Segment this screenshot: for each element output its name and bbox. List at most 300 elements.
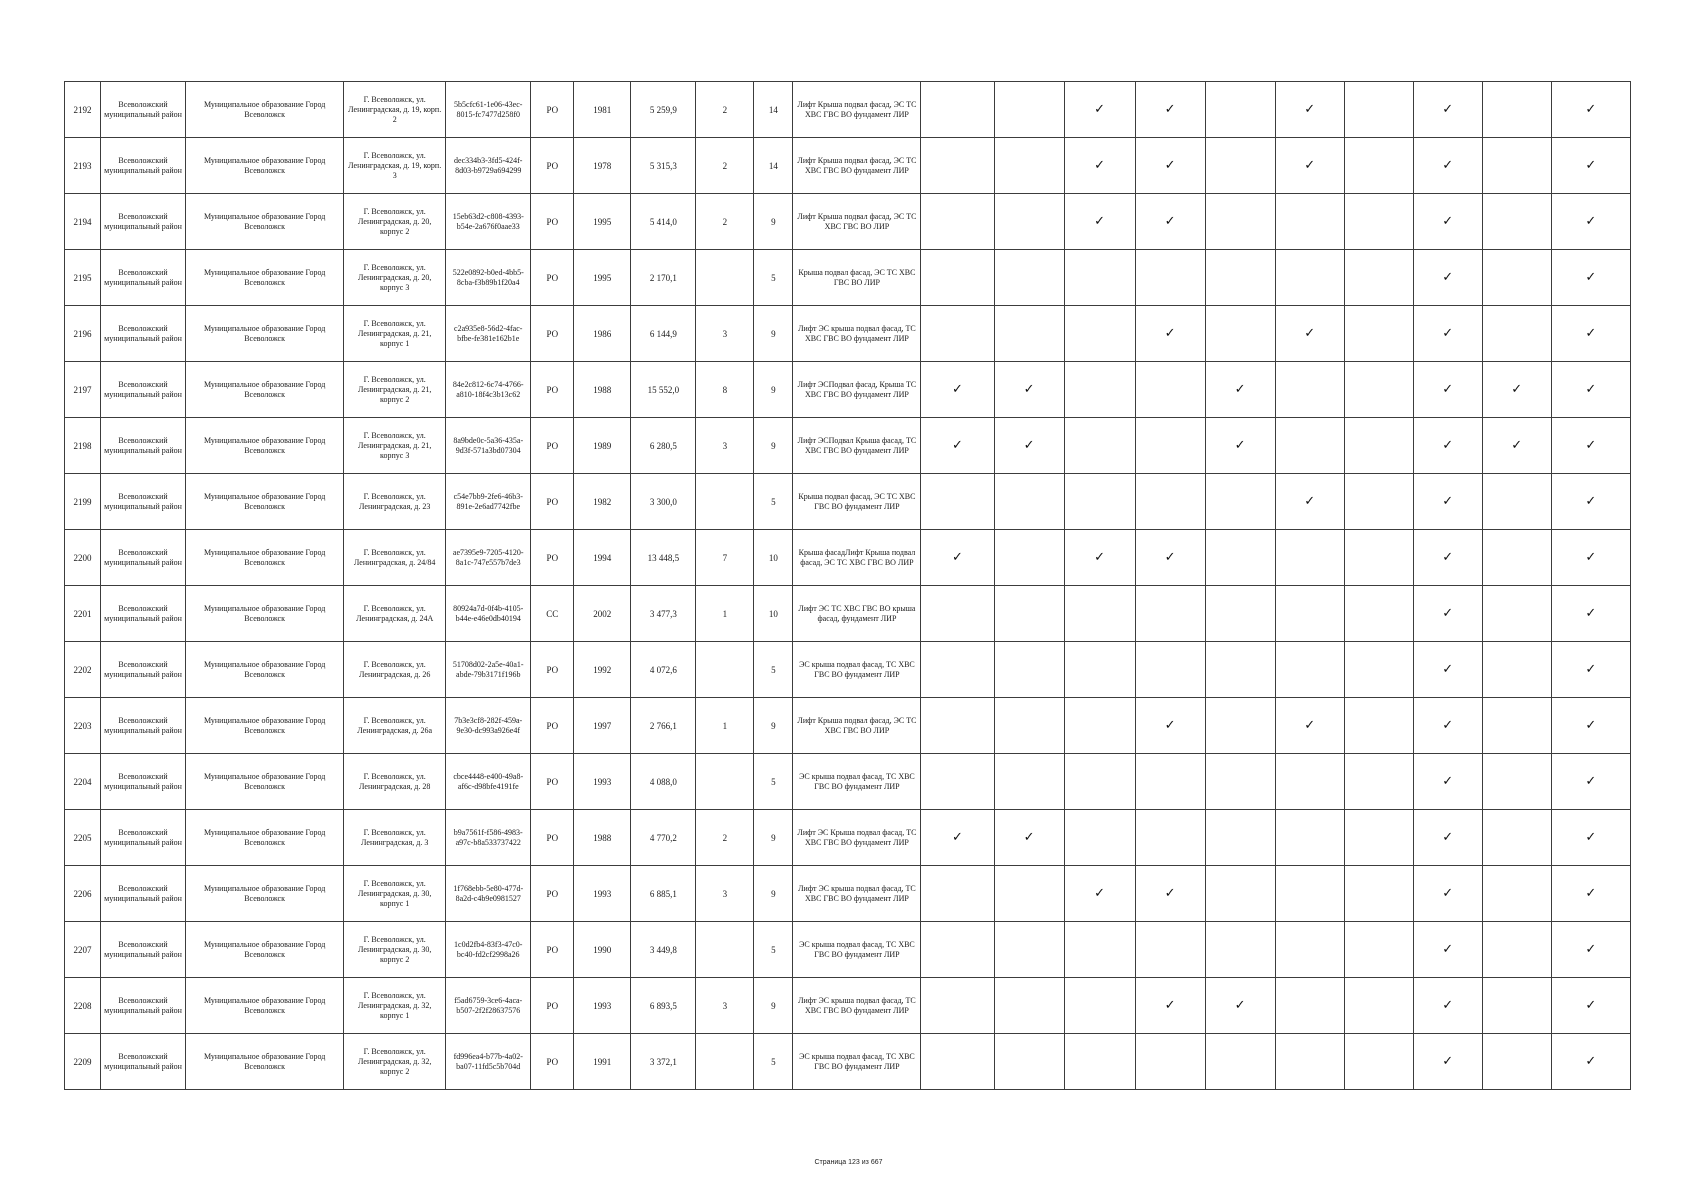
check-mark-icon: ✓ — [1164, 717, 1176, 733]
work-flag-cell — [1344, 810, 1413, 866]
work-flag-cell — [1205, 922, 1275, 978]
work-flag-cell — [1064, 866, 1135, 922]
address-cell: Г. Всеволожск, ул. Ленинградская, д. 28 — [344, 754, 446, 810]
work-flag-cell — [1135, 418, 1205, 474]
work-flag-cell — [1551, 138, 1630, 194]
work-flag-cell — [1064, 362, 1135, 418]
works-cell: ЭС крыша подвал фасад, ТС ХВС ГВС ВО фундамент ЛИР — [793, 642, 921, 698]
check-mark-icon: ✓ — [1442, 157, 1454, 173]
district-cell: Всеволожский муниципальный район — [101, 978, 186, 1034]
work-flag-cell — [1551, 866, 1630, 922]
work-flag-cell — [921, 754, 994, 810]
work-flag-cell — [921, 530, 994, 586]
check-mark-icon: ✓ — [1234, 381, 1246, 397]
floors-cell: 5 — [754, 922, 793, 978]
table-row — [65, 978, 1631, 1034]
work-flag-cell — [1344, 250, 1413, 306]
work-flag-cell — [1064, 698, 1135, 754]
floors-cell: 14 — [754, 82, 793, 138]
count-cell: 1 — [696, 698, 754, 754]
address-cell: Г. Всеволожск, ул. Ленинградская, д. 19, корп. 2 — [344, 82, 446, 138]
work-flag-cell — [1413, 82, 1482, 138]
address-cell: Г. Всеволожск, ул. Ленинградская, д. 21, корпус 1 — [344, 306, 446, 362]
district-cell: Всеволожский муниципальный район — [101, 586, 186, 642]
area-cell: 6 144,9 — [631, 306, 696, 362]
municipality-cell: Муниципальное образование Город Всеволожск — [186, 82, 344, 138]
municipality-cell: Муниципальное образование Город Всеволожск — [186, 138, 344, 194]
work-flag-cell — [1275, 922, 1344, 978]
municipality-cell: Муниципальное образование Город Всеволожск — [186, 922, 344, 978]
works-cell: ЭС крыша подвал фасад, ТС ХВС ГВС ВО фундамент ЛИР — [793, 1034, 921, 1090]
work-flag-cell — [1064, 586, 1135, 642]
ownership-cell: РО — [531, 418, 574, 474]
work-flag-cell — [1275, 474, 1344, 530]
works-cell: Лифт ЭСПодвал Крыша фасад, ТС ХВС ГВС ВО фундамент ЛИР — [793, 418, 921, 474]
address-cell: Г. Всеволожск, ул. Ленинградская, д. 20, корпус 2 — [344, 194, 446, 250]
work-flag-cell — [1413, 586, 1482, 642]
work-flag-cell — [1275, 530, 1344, 586]
check-mark-icon: ✓ — [1585, 101, 1597, 117]
area-cell: 5 259,9 — [631, 82, 696, 138]
work-flag-cell — [994, 194, 1064, 250]
work-flag-cell — [1344, 586, 1413, 642]
work-flag-cell — [921, 810, 994, 866]
work-flag-cell — [1205, 194, 1275, 250]
work-flag-cell — [1551, 82, 1630, 138]
ownership-cell: СС — [531, 586, 574, 642]
work-flag-cell — [1205, 530, 1275, 586]
ownership-cell: РО — [531, 82, 574, 138]
work-flag-cell — [1135, 698, 1205, 754]
district-cell: Всеволожский муниципальный район — [101, 810, 186, 866]
row-number-cell: 2207 — [65, 922, 101, 978]
fias-code-cell: 15eb63d2-c808-4393-b54e-2a676f0aae33 — [446, 194, 531, 250]
count-cell — [696, 922, 754, 978]
work-flag-cell — [1551, 810, 1630, 866]
year-cell: 1995 — [574, 194, 631, 250]
check-mark-icon: ✓ — [1442, 941, 1454, 957]
ownership-cell: РО — [531, 754, 574, 810]
floors-cell: 5 — [754, 474, 793, 530]
district-cell: Всеволожский муниципальный район — [101, 642, 186, 698]
work-flag-cell — [1413, 866, 1482, 922]
work-flag-cell — [1482, 82, 1551, 138]
work-flag-cell — [1064, 810, 1135, 866]
check-mark-icon: ✓ — [1585, 493, 1597, 509]
work-flag-cell — [1205, 978, 1275, 1034]
area-cell: 15 552,0 — [631, 362, 696, 418]
check-mark-icon: ✓ — [1442, 549, 1454, 565]
count-cell: 3 — [696, 866, 754, 922]
municipality-cell: Муниципальное образование Город Всеволожск — [186, 418, 344, 474]
floors-cell: 9 — [754, 698, 793, 754]
floors-cell: 10 — [754, 586, 793, 642]
work-flag-cell — [1413, 306, 1482, 362]
table-row — [65, 138, 1631, 194]
area-cell: 3 372,1 — [631, 1034, 696, 1090]
area-cell: 5 315,3 — [631, 138, 696, 194]
work-flag-cell — [1344, 306, 1413, 362]
work-flag-cell — [1205, 306, 1275, 362]
check-mark-icon: ✓ — [1023, 381, 1035, 397]
row-number-cell: 2202 — [65, 642, 101, 698]
count-cell: 2 — [696, 194, 754, 250]
work-flag-cell — [1482, 1034, 1551, 1090]
count-cell — [696, 250, 754, 306]
address-cell: Г. Всеволожск, ул. Ленинградская, д. 26а — [344, 698, 446, 754]
work-flag-cell — [1064, 922, 1135, 978]
check-mark-icon: ✓ — [1585, 941, 1597, 957]
work-flag-cell — [1275, 82, 1344, 138]
check-mark-icon: ✓ — [1094, 101, 1105, 117]
check-mark-icon: ✓ — [1442, 885, 1454, 901]
work-flag-cell — [1135, 642, 1205, 698]
work-flag-cell — [1482, 754, 1551, 810]
area-cell: 13 448,5 — [631, 530, 696, 586]
district-cell: Всеволожский муниципальный район — [101, 474, 186, 530]
year-cell: 2002 — [574, 586, 631, 642]
work-flag-cell — [1064, 1034, 1135, 1090]
check-mark-icon: ✓ — [1585, 269, 1597, 285]
address-cell: Г. Всеволожск, ул. Ленинградская, д. 19, корп. 3 — [344, 138, 446, 194]
district-cell: Всеволожский муниципальный район — [101, 922, 186, 978]
table-row — [65, 362, 1631, 418]
district-cell: Всеволожский муниципальный район — [101, 362, 186, 418]
row-number-cell: 2200 — [65, 530, 101, 586]
work-flag-cell — [1413, 530, 1482, 586]
check-mark-icon: ✓ — [1442, 381, 1454, 397]
work-flag-cell — [921, 698, 994, 754]
municipality-cell: Муниципальное образование Город Всеволожск — [186, 698, 344, 754]
floors-cell: 9 — [754, 866, 793, 922]
page-footer: Страница 123 из 667 — [814, 1159, 883, 1166]
works-cell: Лифт ЭС крыша подвал фасад, ТС ХВС ГВС ВО фундамент ЛИР — [793, 306, 921, 362]
count-cell: 8 — [696, 362, 754, 418]
year-cell: 1986 — [574, 306, 631, 362]
year-cell: 1993 — [574, 754, 631, 810]
check-mark-icon: ✓ — [1164, 157, 1176, 173]
count-cell: 3 — [696, 306, 754, 362]
ownership-cell: РО — [531, 978, 574, 1034]
year-cell: 1988 — [574, 810, 631, 866]
floors-cell: 9 — [754, 194, 793, 250]
work-flag-cell — [1064, 754, 1135, 810]
check-mark-icon: ✓ — [1164, 885, 1176, 901]
table-row — [65, 194, 1631, 250]
floors-cell: 14 — [754, 138, 793, 194]
municipality-cell: Муниципальное образование Город Всеволожск — [186, 306, 344, 362]
work-flag-cell — [1344, 362, 1413, 418]
area-cell: 3 300,0 — [631, 474, 696, 530]
work-flag-cell — [1551, 642, 1630, 698]
work-flag-cell — [1275, 698, 1344, 754]
work-flag-cell — [921, 978, 994, 1034]
area-cell: 5 414,0 — [631, 194, 696, 250]
check-mark-icon: ✓ — [952, 549, 963, 565]
work-flag-cell — [1205, 250, 1275, 306]
table-row — [65, 642, 1631, 698]
row-number-cell: 2194 — [65, 194, 101, 250]
fias-code-cell: fd996ea4-b77b-4a02-ba07-11fd5c5b704d — [446, 1034, 531, 1090]
work-flag-cell — [1135, 250, 1205, 306]
check-mark-icon: ✓ — [1094, 157, 1105, 173]
work-flag-cell — [994, 474, 1064, 530]
work-flag-cell — [1344, 82, 1413, 138]
floors-cell: 5 — [754, 754, 793, 810]
fias-code-cell: 51708d02-2a5e-40a1-abde-79b3171f196b — [446, 642, 531, 698]
work-flag-cell — [1275, 306, 1344, 362]
check-mark-icon: ✓ — [1442, 493, 1454, 509]
works-cell: ЭС крыша подвал фасад, ТС ХВС ГВС ВО фундамент ЛИР — [793, 922, 921, 978]
district-cell: Всеволожский муниципальный район — [101, 1034, 186, 1090]
work-flag-cell — [1482, 250, 1551, 306]
works-cell: Лифт ЭС крыша подвал фасад, ТС ХВС ГВС ВО фундамент ЛИР — [793, 866, 921, 922]
year-cell: 1988 — [574, 362, 631, 418]
ownership-cell: РО — [531, 530, 574, 586]
row-number-cell: 2208 — [65, 978, 101, 1034]
work-flag-cell — [1344, 418, 1413, 474]
work-flag-cell — [1551, 306, 1630, 362]
address-cell: Г. Всеволожск, ул. Ленинградская, д. 32, корпус 1 — [344, 978, 446, 1034]
table-row — [65, 530, 1631, 586]
works-cell: ЭС крыша подвал фасад, ТС ХВС ГВС ВО фундамент ЛИР — [793, 754, 921, 810]
work-flag-cell — [1413, 1034, 1482, 1090]
check-mark-icon: ✓ — [1234, 997, 1246, 1013]
work-flag-cell — [1482, 306, 1551, 362]
year-cell: 1995 — [574, 250, 631, 306]
count-cell — [696, 642, 754, 698]
work-flag-cell — [1551, 530, 1630, 586]
check-mark-icon: ✓ — [952, 829, 963, 845]
district-cell: Всеволожский муниципальный район — [101, 698, 186, 754]
year-cell: 1997 — [574, 698, 631, 754]
row-number-cell: 2192 — [65, 82, 101, 138]
check-mark-icon: ✓ — [1585, 157, 1597, 173]
check-mark-icon: ✓ — [1094, 549, 1105, 565]
count-cell — [696, 474, 754, 530]
fias-code-cell: b9a7561f-f586-4983-a97c-b8a533737422 — [446, 810, 531, 866]
work-flag-cell — [1275, 866, 1344, 922]
ownership-cell: РО — [531, 306, 574, 362]
work-flag-cell — [1413, 754, 1482, 810]
table-body — [65, 82, 1631, 1090]
check-mark-icon: ✓ — [1585, 1053, 1597, 1069]
work-flag-cell — [1205, 810, 1275, 866]
year-cell: 1989 — [574, 418, 631, 474]
work-flag-cell — [1135, 922, 1205, 978]
work-flag-cell — [1205, 642, 1275, 698]
work-flag-cell — [1551, 978, 1630, 1034]
ownership-cell: РО — [531, 138, 574, 194]
year-cell: 1994 — [574, 530, 631, 586]
work-flag-cell — [1275, 642, 1344, 698]
work-flag-cell — [1205, 138, 1275, 194]
check-mark-icon: ✓ — [1304, 157, 1316, 173]
district-cell: Всеволожский муниципальный район — [101, 194, 186, 250]
work-flag-cell — [1482, 866, 1551, 922]
work-flag-cell — [994, 978, 1064, 1034]
work-flag-cell — [1064, 82, 1135, 138]
floors-cell: 9 — [754, 978, 793, 1034]
area-cell: 2 170,1 — [631, 250, 696, 306]
check-mark-icon: ✓ — [1442, 325, 1454, 341]
table-row — [65, 698, 1631, 754]
ownership-cell: РО — [531, 474, 574, 530]
work-flag-cell — [1064, 978, 1135, 1034]
check-mark-icon: ✓ — [1585, 997, 1597, 1013]
work-flag-cell — [994, 586, 1064, 642]
area-cell: 3 477,3 — [631, 586, 696, 642]
work-flag-cell — [1135, 978, 1205, 1034]
year-cell: 1981 — [574, 82, 631, 138]
area-cell: 2 766,1 — [631, 698, 696, 754]
work-flag-cell — [1064, 418, 1135, 474]
ownership-cell: РО — [531, 866, 574, 922]
municipality-cell: Муниципальное образование Город Всеволожск — [186, 586, 344, 642]
work-flag-cell — [1413, 642, 1482, 698]
work-flag-cell — [1551, 250, 1630, 306]
row-number-cell: 2197 — [65, 362, 101, 418]
ownership-cell: РО — [531, 194, 574, 250]
work-flag-cell — [994, 642, 1064, 698]
fias-code-cell: 522e0892-b0ed-4bb5-8cba-f3b89b1f20a4 — [446, 250, 531, 306]
work-flag-cell — [1135, 810, 1205, 866]
table-row — [65, 474, 1631, 530]
work-flag-cell — [1482, 418, 1551, 474]
municipality-cell: Муниципальное образование Город Всеволожск — [186, 810, 344, 866]
work-flag-cell — [1482, 474, 1551, 530]
work-flag-cell — [1482, 138, 1551, 194]
ownership-cell: РО — [531, 698, 574, 754]
work-flag-cell — [1551, 698, 1630, 754]
works-cell: Лифт ЭС крыша подвал фасад, ТС ХВС ГВС ВО фундамент ЛИР — [793, 978, 921, 1034]
address-cell: Г. Всеволожск, ул. Ленинградская, д. 24/84 — [344, 530, 446, 586]
fias-code-cell: c54e7bb9-2fe6-46b3-891e-2e6ad7742fbe — [446, 474, 531, 530]
table-row — [65, 306, 1631, 362]
work-flag-cell — [1413, 978, 1482, 1034]
work-flag-cell — [1135, 306, 1205, 362]
work-flag-cell — [1413, 810, 1482, 866]
check-mark-icon: ✓ — [1585, 717, 1597, 733]
work-flag-cell — [1344, 474, 1413, 530]
work-flag-cell — [921, 194, 994, 250]
work-flag-cell — [921, 362, 994, 418]
row-number-cell: 2203 — [65, 698, 101, 754]
work-flag-cell — [1344, 978, 1413, 1034]
work-flag-cell — [1551, 754, 1630, 810]
table-row — [65, 1034, 1631, 1090]
fias-code-cell: 1f768ebb-5e80-477d-8a2d-c4b9e0981527 — [446, 866, 531, 922]
work-flag-cell — [994, 306, 1064, 362]
year-cell: 1992 — [574, 642, 631, 698]
table-row — [65, 810, 1631, 866]
address-cell: Г. Всеволожск, ул. Ленинградская, д. 32, корпус 2 — [344, 1034, 446, 1090]
count-cell: 7 — [696, 530, 754, 586]
work-flag-cell — [1482, 642, 1551, 698]
work-flag-cell — [1344, 642, 1413, 698]
work-flag-cell — [1482, 362, 1551, 418]
work-flag-cell — [994, 698, 1064, 754]
table-row — [65, 754, 1631, 810]
work-flag-cell — [1482, 698, 1551, 754]
work-flag-cell — [1205, 1034, 1275, 1090]
check-mark-icon: ✓ — [1585, 661, 1597, 677]
work-flag-cell — [921, 474, 994, 530]
year-cell: 1993 — [574, 978, 631, 1034]
count-cell: 2 — [696, 138, 754, 194]
work-flag-cell — [1482, 922, 1551, 978]
work-flag-cell — [1551, 474, 1630, 530]
municipality-cell: Муниципальное образование Город Всеволожск — [186, 362, 344, 418]
check-mark-icon: ✓ — [1164, 549, 1176, 565]
municipality-cell: Муниципальное образование Город Всеволожск — [186, 754, 344, 810]
municipality-cell: Муниципальное образование Город Всеволожск — [186, 194, 344, 250]
check-mark-icon: ✓ — [1442, 605, 1454, 621]
area-cell: 6 893,5 — [631, 978, 696, 1034]
fias-code-cell: 5b5cfc61-1e06-43ec-8015-fc7477d258f0 — [446, 82, 531, 138]
check-mark-icon: ✓ — [1442, 717, 1454, 733]
row-number-cell: 2193 — [65, 138, 101, 194]
check-mark-icon: ✓ — [1304, 101, 1316, 117]
fias-code-cell: 7b3e3cf8-282f-459a-9e30-dc993a926e4f — [446, 698, 531, 754]
check-mark-icon: ✓ — [1234, 437, 1246, 453]
work-flag-cell — [1275, 362, 1344, 418]
work-flag-cell — [1135, 530, 1205, 586]
check-mark-icon: ✓ — [952, 381, 963, 397]
work-flag-cell — [994, 418, 1064, 474]
check-mark-icon: ✓ — [1585, 325, 1597, 341]
table-row — [65, 922, 1631, 978]
check-mark-icon: ✓ — [1585, 605, 1597, 621]
municipality-cell: Муниципальное образование Город Всеволожск — [186, 474, 344, 530]
count-cell: 3 — [696, 418, 754, 474]
check-mark-icon: ✓ — [1442, 773, 1454, 789]
work-flag-cell — [1064, 138, 1135, 194]
work-flag-cell — [1413, 418, 1482, 474]
works-cell: Лифт ЭС Крыша подвал фасад, ТС ХВС ГВС ВО фундамент ЛИР — [793, 810, 921, 866]
works-cell: Крыша фасадЛифт Крыша подвал фасад, ЭС ТС ХВС ГВС ВО ЛИР — [793, 530, 921, 586]
district-cell: Всеволожский муниципальный район — [101, 866, 186, 922]
works-cell: Лифт Крыша подвал фасад, ЭС ТС ХВС ГВС ВО ЛИР — [793, 698, 921, 754]
fias-code-cell: c2a935e8-56d2-4fac-bfbe-fe381e162b1e — [446, 306, 531, 362]
work-flag-cell — [1275, 250, 1344, 306]
count-cell — [696, 754, 754, 810]
municipality-cell: Муниципальное образование Город Всеволожск — [186, 642, 344, 698]
year-cell: 1993 — [574, 866, 631, 922]
check-mark-icon: ✓ — [1442, 661, 1454, 677]
district-cell: Всеволожский муниципальный район — [101, 418, 186, 474]
check-mark-icon: ✓ — [1442, 101, 1454, 117]
check-mark-icon: ✓ — [1442, 829, 1454, 845]
district-cell: Всеволожский муниципальный район — [101, 82, 186, 138]
work-flag-cell — [1551, 586, 1630, 642]
works-cell: Крыша подвал фасад, ЭС ТС ХВС ГВС ВО фундамент ЛИР — [793, 474, 921, 530]
check-mark-icon: ✓ — [1442, 269, 1454, 285]
work-flag-cell — [921, 586, 994, 642]
check-mark-icon: ✓ — [1164, 213, 1176, 229]
row-number-cell: 2196 — [65, 306, 101, 362]
fias-code-cell: f5ad6759-3ce6-4aca-b507-2f2f28637576 — [446, 978, 531, 1034]
count-cell: 3 — [696, 978, 754, 1034]
work-flag-cell — [1275, 810, 1344, 866]
count-cell: 2 — [696, 82, 754, 138]
address-cell: Г. Всеволожск, ул. Ленинградская, д. 3 — [344, 810, 446, 866]
row-number-cell: 2198 — [65, 418, 101, 474]
check-mark-icon: ✓ — [1442, 997, 1454, 1013]
work-flag-cell — [1413, 250, 1482, 306]
row-number-cell: 2195 — [65, 250, 101, 306]
area-cell: 3 449,8 — [631, 922, 696, 978]
